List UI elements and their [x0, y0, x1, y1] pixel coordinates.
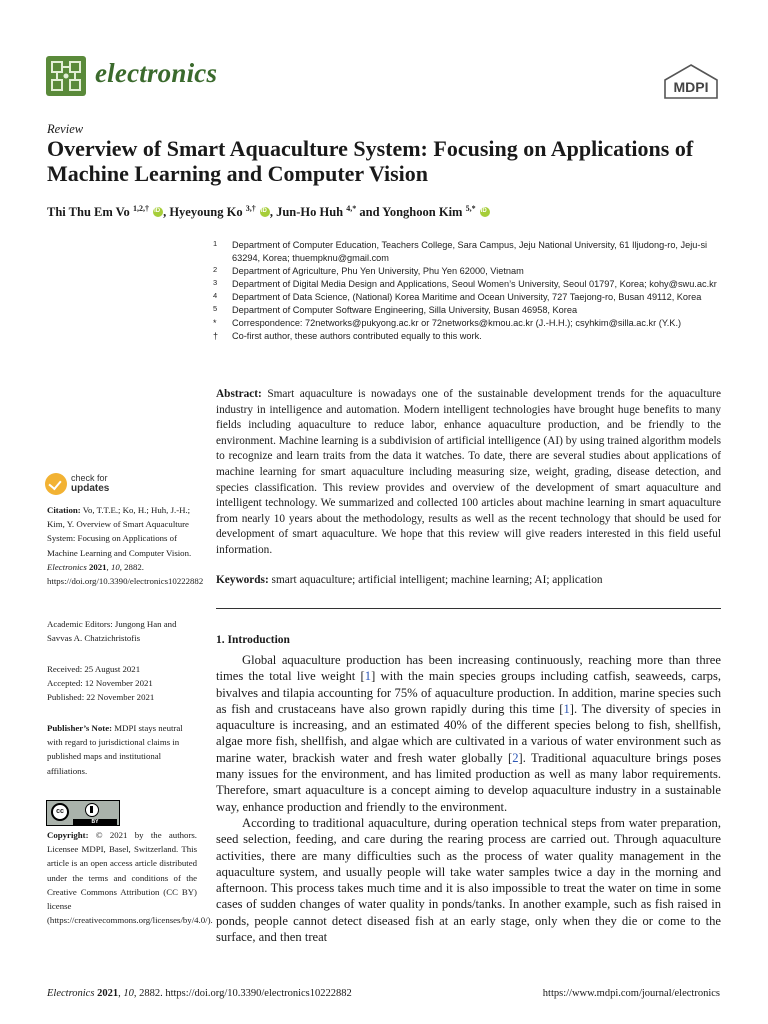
- citation-text: Vo, T.T.E.; Ko, H.; Huh, J.-H.; Kim, Y. Overview of Smart Aquaculture System: Focusing on Applications of Machine Learning and Computer Vision.: [47, 505, 192, 558]
- affiliation-mark: 5: [213, 304, 218, 313]
- affiliation-mark: †: [213, 331, 219, 341]
- check-updates-text: updates: [71, 483, 110, 494]
- introduction-body: [216, 652, 721, 945]
- cc-by-label: BY: [73, 819, 117, 825]
- citation-label: Citation:: [47, 505, 81, 515]
- affiliation-item: [211, 265, 731, 278]
- citation-year: 2021: [88, 561, 107, 572]
- citation-volume: 10: [110, 561, 120, 572]
- publisher-note-label: Publisher’s Note:: [47, 723, 113, 733]
- footer-year: 2021: [97, 988, 119, 999]
- author-separator: ,: [269, 205, 277, 220]
- affiliation-mark: *: [213, 318, 217, 328]
- abstract-text: Smart aquaculture is nowadays one of the sustainable development trends for the aquaculture industry in intelligence and automation. Modern intelligent technologies have brought huge benefits to many fields including aquaculture to reduce labor, enhance aquaculture production, and be friendly to the environment. Machine learning is a subdivision of artificial intelligence (AI) by using trained algorithm models to recognize and learn traits from the data it watches. To date, there are several studies about applications of machine learning for smart aquaculture including measuring size, weight, grading, disease detection, and species classification. This review provides and overview of the development of smart aquaculture and intelligent technology. We summarized and collected 100 articles about machine learning in smart aquaculture from nearly 10 years about the methodology, results as well as the recent technology that should be used for development of smart aquaculture. We hope that this review will give readers interested in this field useful information.: [216, 388, 721, 556]
- paragraph-text: ] with the main species groups including catfish, seaweeds, carps, bivalves and tilapia accounting for 75% of aquaculture production. In addition, marine species such as fish and crustaceans have also grown rapidly during this time [: [216, 669, 721, 716]
- affiliation-mark: 3: [213, 278, 218, 287]
- author-separator: ,: [163, 205, 170, 220]
- cc-icon: cc: [51, 803, 69, 821]
- abstract: [216, 387, 721, 559]
- affiliation-mark: 2: [213, 265, 218, 274]
- author-separator: and: [356, 205, 383, 220]
- paragraph: [216, 652, 721, 815]
- affiliations: [211, 239, 731, 343]
- affiliation-text: Department of Agriculture, Phu Yen University, Phu Yen 62000, Vietnam: [232, 266, 524, 276]
- attribution-icon: [85, 803, 99, 817]
- copyright-block: [47, 828, 213, 927]
- dates-block: [47, 662, 197, 705]
- publisher-note: [47, 721, 197, 778]
- check-updates-text: check for: [71, 473, 108, 483]
- citation-link[interactable]: 1: [563, 701, 570, 716]
- footer-doi[interactable]: , 2882. https://doi.org/10.3390/electronics10222882: [133, 988, 352, 999]
- affiliation-item: [211, 291, 731, 304]
- affiliation-mark: 1: [213, 239, 218, 248]
- citation-doi[interactable]: , 2882. https://doi.org/10.3390/electronics10222882: [47, 561, 204, 587]
- paragraph-text: ]. The diversity of species in aquaculture is increasing, and an estimated 40% of the different species belong to fish, shellfish, algae more fish, shellfish, and algae which are cultivated in a various of water environment such as marine water, brackish water and fresh water globally [: [216, 701, 721, 765]
- article-type: Review: [47, 122, 84, 136]
- section-divider: [216, 608, 721, 609]
- author-name: Thi Thu Em Vo: [47, 205, 130, 220]
- publisher-logo: [663, 64, 719, 105]
- orcid-icon[interactable]: [480, 207, 490, 217]
- correspondence-text: Correspondence: 72networks@pukyong.ac.kr or 72networks@kmou.ac.kr (J.-H.H.); csyhkim@silla.ac.kr (Y.K.): [232, 318, 682, 328]
- footer-citation: Electronics 2021, 10, 2882. https://doi.org/10.3390/electronics10222882: [47, 988, 352, 999]
- paragraph: According to traditional aquaculture, during operation technical steps from water preparation, seed selection, feeding, and care during the rearing process are carried out. Through aquaculture activities, there are many difficulties such as the process of water quality management in the aquaculture system, and usually people will take water samples twice a day in the morning and afternoon. This process takes much time and it is also impossible to treat the water on time in some cases of sudden changes of water quality in ponds/tanks. In another example, such as fish raised in ponds, people cannot detect diseased fish at an early stage, only when they die or come to the surface, and then treat: [216, 815, 721, 945]
- correspondence-item: [211, 317, 731, 330]
- footer-journal-url[interactable]: https://www.mdpi.com/journal/electronics: [542, 988, 720, 999]
- affiliation-text: Department of Data Science, (National) Korea Maritime and Ocean University, 727 Taejong-ro, Busan 49112, Korea: [232, 292, 702, 302]
- keywords-text: smart aquaculture; artificial intelligent; machine learning; AI; application: [271, 574, 603, 586]
- abstract-label: Abstract:: [216, 388, 262, 400]
- affiliation-text: Department of Computer Education, Teachers College, Sara Campus, Jeju National University, 61 Iljudong-ro, Jeju-si 63294, Korea; thuempknu@gmail.com: [232, 240, 708, 263]
- academic-editors: Academic Editors: Jungong Han and Savvas A. Chatzichristofis: [47, 619, 177, 644]
- author-affiliation-mark: 5,*: [465, 204, 476, 213]
- keywords: [216, 573, 721, 589]
- page-title: Overview of Smart Aquaculture System: Focusing on Applications of Machine Learning and Computer Vision: [47, 136, 694, 186]
- author-affiliation-mark: 4,*: [346, 204, 357, 213]
- check-icon: [45, 473, 67, 495]
- journal-logo-icon: [46, 56, 86, 96]
- copyright-label: Copyright:: [47, 830, 89, 840]
- keywords-label: Keywords:: [216, 574, 269, 586]
- affiliation-item: [211, 304, 731, 317]
- footer-volume: 10: [123, 988, 134, 999]
- author-name: Jun-Ho Huh: [276, 205, 344, 220]
- author-affiliation-mark: 3,†: [245, 204, 256, 213]
- affiliation-text: Department of Computer Software Engineering, Silla University, Busan 46958, Korea: [232, 305, 578, 315]
- orcid-icon[interactable]: [260, 207, 270, 217]
- publisher-name: MDPI: [673, 79, 709, 95]
- section-heading: 1. Introduction: [216, 634, 290, 646]
- cc-by-license-icon[interactable]: [46, 800, 120, 826]
- author-name: Yonghoon Kim: [382, 205, 463, 220]
- affiliation-item: [211, 278, 731, 291]
- paragraph-text: Global aquaculture production has been increasing continuously, reaching more than three times the total live weight [: [216, 653, 721, 684]
- journal-name: electronics: [95, 58, 218, 88]
- citation-link[interactable]: 1: [364, 669, 372, 684]
- author-affiliation-mark: 1,2,†: [132, 204, 149, 213]
- published-date: Published: 22 November 2021: [47, 692, 155, 703]
- co-first-note: [211, 330, 731, 343]
- orcid-icon[interactable]: [153, 207, 163, 217]
- affiliation-mark: 4: [213, 291, 218, 300]
- author-name: Hyeyoung Ko: [169, 205, 243, 220]
- publisher-note-text: MDPI stays neutral with regard to jurisdictional claims in published maps and institutional affiliations.: [47, 723, 183, 776]
- citation-block: Citation: Vo, T.T.E.; Ko, H.; Huh, J.-H.; Kim, Y. Overview of Smart Aquaculture System: Focusing on Applications of Machine Learning and Computer Vision. Electronics 2021, 10, 2882. https://doi.org/10.3390/electronics10222882: [47, 505, 204, 587]
- accepted-date: Accepted: 12 November 2021: [47, 678, 153, 689]
- affiliation-text: Department of Digital Media Design and Applications, Seoul Women’s University, Seoul 01797, Korea; kohy@swu.ac.kr: [232, 279, 717, 289]
- affiliation-item: [211, 239, 731, 265]
- copyright-text: © 2021 by the authors. Licensee MDPI, Basel, Switzerland. This article is an open access article distributed under the terms and conditions of the Creative Commons Attribution (CC BY) license (https://creativecommons.org/licenses/by/4.0/).: [47, 830, 213, 926]
- citation-journal: Electronics: [47, 561, 87, 572]
- received-date: Received: 25 August 2021: [47, 664, 141, 674]
- citation-link[interactable]: 2: [512, 750, 519, 765]
- co-first-text: Co-first author, these authors contributed equally to this work.: [232, 331, 482, 341]
- paragraph-text: ]. Traditional aquaculture brings poses many issues for the environment, and has limited production as well as many labor requirements. Therefore, smart aquaculture is a concept aiming to develop aquaculture industry in a sustainable way, enhance production and friendly to the environment.: [216, 750, 721, 814]
- footer-journal: Electronics: [47, 988, 95, 999]
- author-list: [47, 204, 747, 220]
- check-for-updates-badge[interactable]: [45, 472, 135, 498]
